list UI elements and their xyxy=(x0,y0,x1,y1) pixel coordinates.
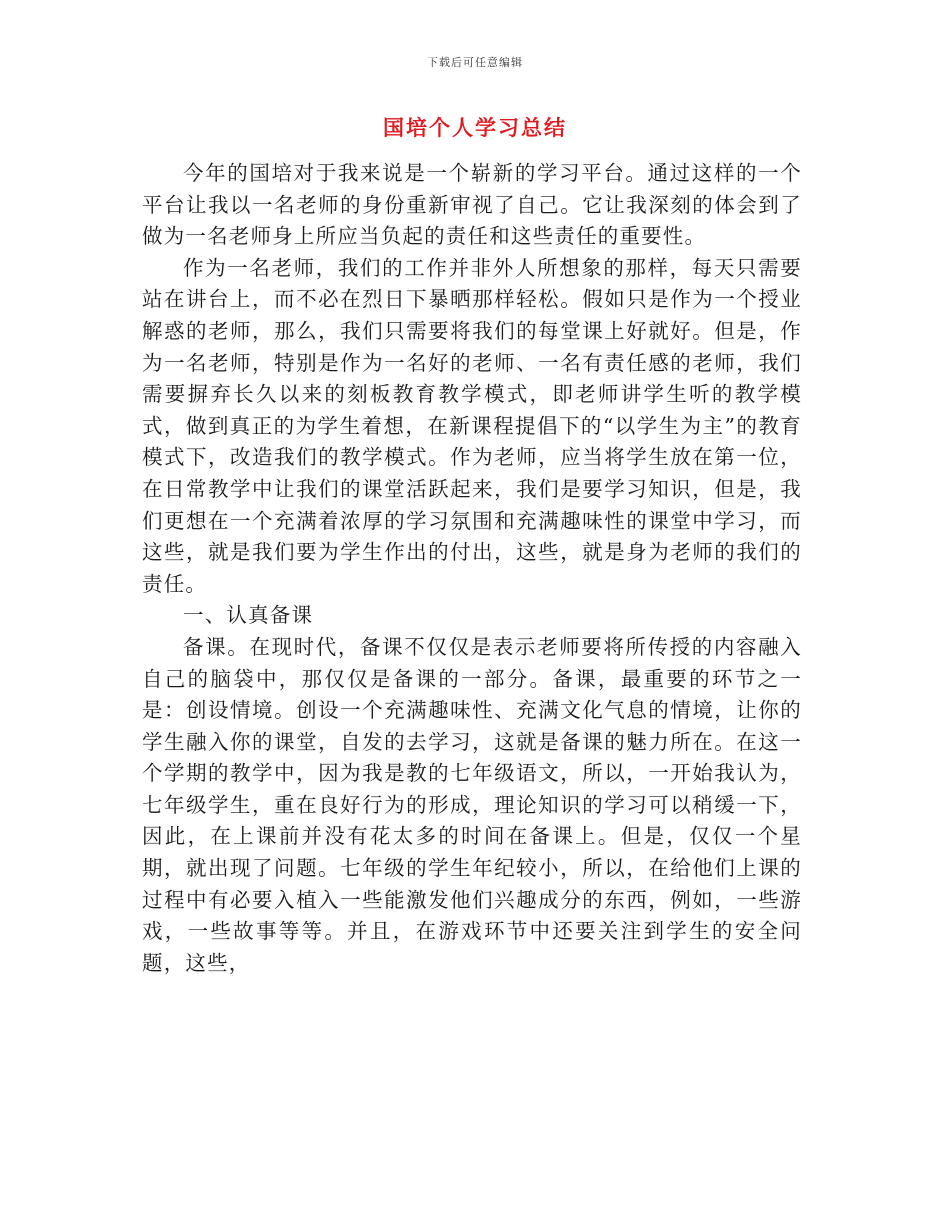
paragraph-intro: 今年的国培对于我来说是一个崭新的学习平台。通过这样的一个平台让我以一名老师的身份重新审视了自己。它让我深刻的体会到了做为一名老师身上所应当负起的责任和这些责任的重要性。 xyxy=(142,161,802,249)
section-heading-prepare-lessons: 一、认真备课 xyxy=(183,603,314,628)
paragraph-teacher-role: 作为一名老师，我们的工作并非外人所想象的那样，每天只需要站在讲台上，而不必在烈日下暴晒那样轻松。假如只是作为一个授业解惑的老师，那么，我们只需要将我们的每堂课上好就好。但是，作为一名老师，特别是作为一名好的老师、一名有责任感的老师，我们需要摒弃长久以来的刻板教育教学模式，即老师讲学生听的教学模式，做到真正的为学生着想，在新课程提倡下的“以学生为主”的教育模式下，改造我们的教学模式。作为老师，应当将学生放在第一位，在日常教学中让我们的课堂活跃起来，我们是要学习知识，但是，我们更想在一个充满着浓厚的学习氛围和充满趣味性的课堂中学习，而这些，就是我们要为学生作出的付出，这些，就是身为老师的我们的责任。 xyxy=(142,255,802,596)
document-title: 国培个人学习总结 xyxy=(383,115,567,140)
page-header: 下载后可任意编辑 xyxy=(427,56,523,69)
paragraph-lesson-prep: 备课。在现时代，备课不仅仅是表示老师要将所传授的内容融入自己的脑袋中，那仅仅是备课的一部分。备课，最重要的环节之一是：创设情境。创设一个充满趣味性、充满文化气息的情境，让你的学生融入你的课堂，自发的去学习，这就是备课的魅力所在。在这一个学期的教学中，因为我是教的七年级语文，所以，一开始我认为，七年级学生，重在良好行为的形成，理论知识的学习可以稍缓一下，因此，在上课前并没有花太多的时间在备课上。但是，仅仅一个星期，就出现了问题。七年级的学生年纪较小，所以，在给他们上课的过程中有必要入植入一些能激发他们兴趣成分的东西，例如，一些游戏，一些故事等等。并且，在游戏环节中还要关注到学生的安全问题，这些， xyxy=(142,634,802,975)
document-body xyxy=(142,158,802,979)
